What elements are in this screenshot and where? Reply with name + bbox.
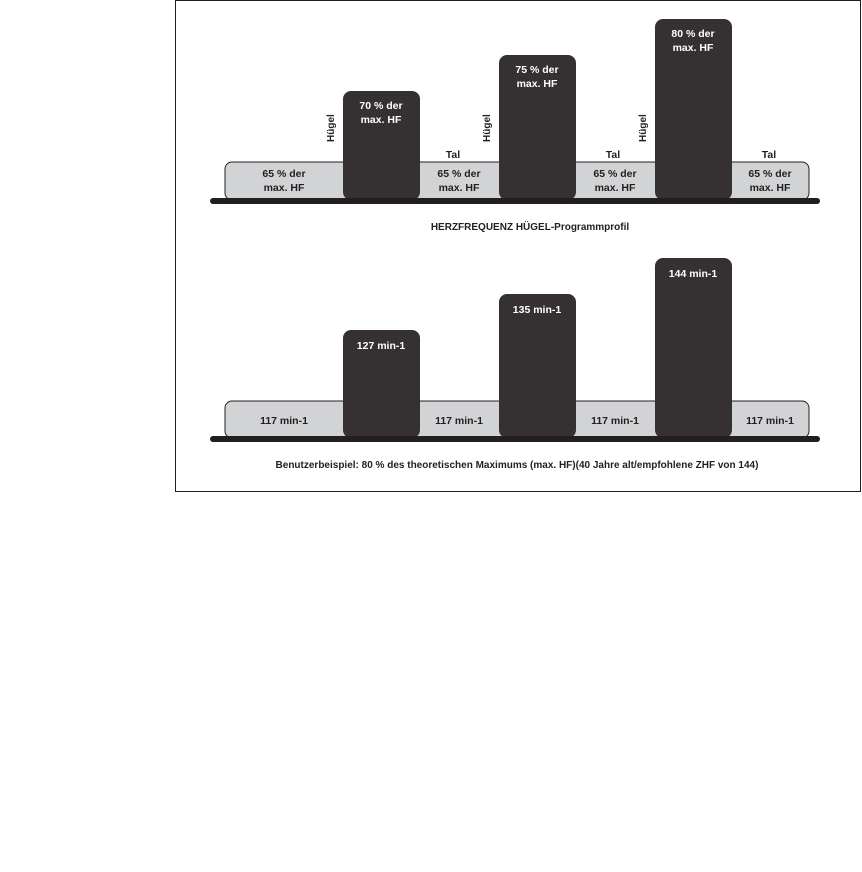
profile-hill-3-line2: max. HF — [672, 42, 714, 54]
profile-valley-1-line1: 65 % der — [262, 168, 306, 180]
profile-valley-4-tag: Tal — [761, 149, 777, 161]
example-hill-2-label: 135 min-1 — [512, 304, 562, 316]
example-baseline — [210, 436, 820, 442]
example-caption: Benutzerbeispiel: 80 % des theoretischen Maximums (max. HF)(40 Jahre alt/empfohlene ZHF von 144) — [275, 460, 759, 471]
profile-title: HERZFREQUENZ HÜGEL-Programmprofil — [430, 222, 630, 233]
profile-hill-2-line2: max. HF — [516, 78, 558, 90]
example-hill-3 — [655, 258, 732, 438]
profile-baseline — [210, 198, 820, 204]
profile-hill-1-tag: Hügel — [326, 114, 337, 142]
example-valley-1-label: 117 min-1 — [260, 415, 308, 427]
profile-valley-4-line2: max. HF — [749, 182, 791, 194]
profile-hill-2 — [499, 55, 576, 200]
example-hill-1-label: 127 min-1 — [356, 340, 406, 352]
profile-hill-2-line1: 75 % der — [515, 64, 559, 76]
example-valley-3-label: 117 min-1 — [591, 415, 639, 427]
profile-valley-4-line1: 65 % der — [748, 168, 792, 180]
profile-hill-2-tag: Hügel — [482, 114, 493, 142]
profile-valley-3-tag: Tal — [605, 149, 621, 161]
profile-valley-2-line1: 65 % der — [437, 168, 481, 180]
example-hill-3-label: 144 min-1 — [668, 268, 718, 280]
profile-hill-1-line1: 70 % der — [359, 100, 403, 112]
profile-valley-2-line2: max. HF — [438, 182, 480, 194]
profile-valley-3-line1: 65 % der — [593, 168, 637, 180]
profile-panel — [210, 19, 820, 233]
profile-valley-3-line2: max. HF — [594, 182, 636, 194]
profile-hill-3-tag: Hügel — [638, 114, 649, 142]
example-valley-2-label: 117 min-1 — [435, 415, 483, 427]
profile-hill-3-line1: 80 % der — [671, 28, 715, 40]
example-valley-4-label: 117 min-1 — [746, 415, 794, 427]
example-panel — [210, 258, 820, 471]
profile-valley-2-tag: Tal — [445, 149, 461, 161]
profile-hill-1-line2: max. HF — [360, 114, 402, 126]
profile-valley-1-line2: max. HF — [263, 182, 305, 194]
